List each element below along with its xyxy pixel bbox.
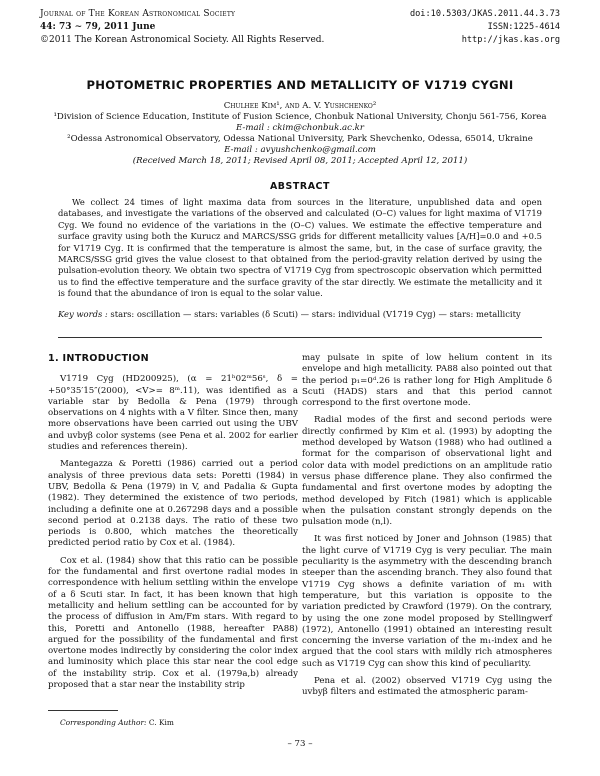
footnote-value: C. Kim: [146, 718, 174, 727]
journal-identifiers: [410, 8, 560, 47]
journal-header: [40, 8, 324, 47]
footnote-divider: [48, 710, 118, 711]
footnote-label: Corresponding Author:: [60, 718, 147, 727]
affiliation-2: ²Odessa Astronomical Observatory, Odessa National University, Park Shevchenko, Odessa, 65014, Ukraine: [67, 134, 533, 144]
keywords-label: Key words :: [58, 309, 108, 319]
footnote: [60, 718, 174, 727]
body-paragraph: It was first noticed by Joner and Johnson (1985) that the light curve of V1719 Cyg is very peculiar. The main peculiarity is the asymmetry with the descending branch steeper than the ascending branch. They also found that V1719 Cyg shows a definite variation of m₁ with temperature, but this variation is opposite to the variation predicted by Crawford (1979). On the contrary, by using the one zone model proposed by Stellingwerf (1972), Antonello (1991) obtained an interesting result concerning the inverse variation of the m₁-index and he argued that the cool stars with mildly rich atmospheres such as V1719 Cyg can show this kind of peculiarity.: [302, 534, 552, 669]
abstract-divider: [58, 337, 542, 338]
right-column: [302, 353, 552, 705]
paper-title: PHOTOMETRIC PROPERTIES AND METALLICITY OF V1719 CYGNI: [86, 78, 514, 92]
body-paragraph: Pena et al. (2002) observed V1719 Cyg using the uvbyβ filters and estimated the atmospheric param-: [302, 676, 552, 698]
journal-name: Journal of The Korean Astronomical Society: [40, 9, 236, 19]
email-1[interactable]: E-mail : ckim@chonbuk.ac.kr: [236, 123, 364, 133]
author-block: [40, 101, 560, 167]
page-number: – 73 –: [287, 739, 313, 749]
author-line: Chulhee Kim¹, and A. V. Yushchenko²: [223, 101, 377, 111]
body-paragraph: may pulsate in spite of low helium content in its envelope and high metallicity. PA88 also pointed out that the period p₁=0ᵈ.26 is rather long for High Amplitude δ Scuti (HADS) stars and that this period cannot correspond to the first overtone mode.: [302, 353, 552, 409]
abstract-text: We collect 24 times of light maxima data from sources in the literature, unpublished data and open databases, and investigate the variations of the observed and calculated (O–C) values for light maxima of V1719 Cyg. We found no evidence of the variations in the (O–C) values. We estimate the effective temperature and surface gravity using both the Kurucz and MARCS/SSG grids for different metallicity values [A/H]=0.0 and +0.5 for V1719 Cyg. It is confirmed that the temperature is almost the same, but, in the case of surface gravity, the MARCS/SSG grid gives the value closest to that obtained from the period-gravity relation derived by using the pulsation-evolution theory. We obtain two spectra of V1719 Cyg from spectroscopic observation which permitted us to find the effective temperature and the surface gravity of the star directly. We estimate the metallicity and it is found that the abundance of iron is equal to the solar value.: [58, 197, 542, 299]
received-dates: (Received March 18, 2011; Revised April 08, 2011; Accepted April 12, 2011): [132, 156, 468, 166]
body-paragraph: Mantegazza & Poretti (1986) carried out a period analysis of three previous data sets: Poretti (1984) in UBV, Bedolla & Pena (1979) in V, and Padalia & Gupta (1982). They determined the existence of two periods, including a definite one at 0.267298 days and a possible second period at 0.2138 days. The ratio of these two periods is 0.800, which matches the theoretically predicted period ratio by Cox et al. (1984).: [48, 459, 298, 549]
email-2[interactable]: E-mail : avyushchenko@gmail.com: [224, 145, 376, 155]
keywords-list: stars: oscillation — stars: variables (δ Scuti) — stars: individual (V1719 Cyg) — stars: metallicity: [107, 309, 521, 319]
abstract-heading: ABSTRACT: [269, 181, 331, 192]
body-paragraph: Cox et al. (1984) show that this ratio can be possible for the fundamental and first overtone radial modes in correspondence with helium settling within the envelope of a δ Scuti star. In fact, it has been known that high metallicity and helium settling can be accounted for by the process of diffusion in Am/Fm stars. With regard to this, Poretti and Antonello (1988, hereafter PA88) argued for the possibility of the fundamental and first overtone modes indirectly by considering the color index and luminosity which place this star near the cool edge of the instability strip. Cox et al. (1979a,b) already proposed that a star near the instability strip: [48, 555, 298, 691]
keywords: [58, 309, 542, 320]
affiliation-1: ¹Division of Science Education, Institute of Fusion Science, Chonbuk National University, Chonju 561-756, Korea: [53, 112, 547, 122]
volume-line: 44: 73 ∼ 79, 2011 June: [40, 22, 156, 32]
doi[interactable]: doi:10.5303/JKAS.2011.44.3.73: [409, 9, 560, 19]
body-paragraph: V1719 Cyg (HD200925), (α = 21ʰ02ᵐ56ˢ, δ = +50°35′15″(2000), <V>= 8ᵐ.11), was identified as a variable star by Bedolla & Pena (1979) through observations on 4 nights with a V filter. Since then, many more observations have been carried out using the UBV and uvbyβ color systems (see Pena et al. 2002 for earlier studies and references therein).: [48, 374, 298, 453]
body-paragraph: Radial modes of the first and second periods were directly confirmed by Kim et al. (1993) by adopting the method developed by Watson (1988) who had outlined a format for the comparison of observational light and color data with model predictions on an amplitude ratio versus phase difference plane. They also confirmed the fundamental and first overtone modes by adopting the method developed by Fitch (1981) which is applicable when the pulsation constant strongly depends on the pulsation mode (n,l).: [302, 415, 552, 528]
issn: ISSN:1225-4614: [487, 22, 560, 32]
left-column: [48, 353, 298, 697]
section-heading: 1. INTRODUCTION: [48, 353, 149, 364]
journal-url[interactable]: http://jkas.kas.org: [461, 35, 560, 45]
copyright-line: ©2011 The Korean Astronomical Society. All Rights Reserved.: [40, 35, 325, 45]
